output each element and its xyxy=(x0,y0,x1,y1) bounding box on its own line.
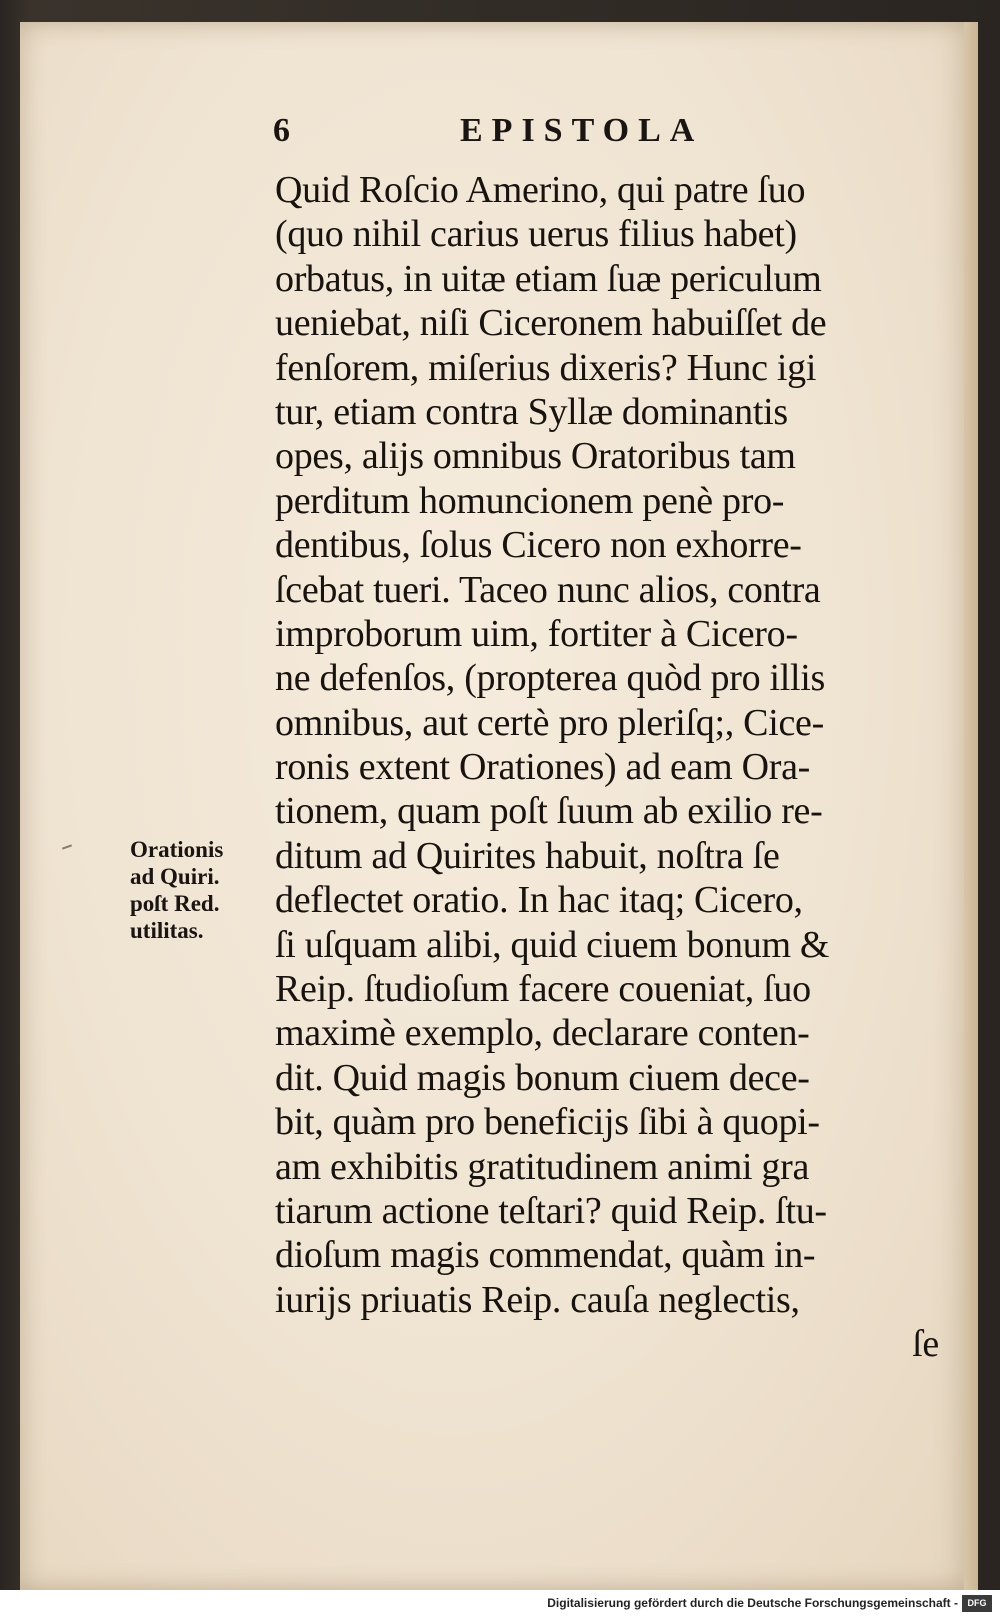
text-line: maximè exemplo, declarare conten- xyxy=(275,1012,810,1055)
text-line: tionem, quam poſt ſuum ab exilio re- xyxy=(275,790,823,833)
text-line: dit. Quid magis bonum ciuem dece- xyxy=(275,1056,810,1099)
body-text xyxy=(275,168,945,1367)
text-line: fenſorem, miſerius dixeris? Hunc igi xyxy=(275,346,817,389)
text-line: dentibus, ſolus Cicero non exhorre- xyxy=(275,524,802,567)
text-line: omnibus, aut certè pro pleriſq;, Cice- xyxy=(275,701,824,744)
text-line: am exhibitis gratitudinem animi gra xyxy=(275,1145,810,1188)
running-head xyxy=(265,112,765,162)
dfg-logo: DFG xyxy=(962,1595,992,1612)
text-line: tur, etiam contra Syllæ dominantis xyxy=(275,390,788,433)
text-line: tiarum actione teſtari? quid Reip. ſtu- xyxy=(275,1189,827,1232)
text-line: improborum uim, fortiter à Cicero- xyxy=(275,612,798,655)
text-line: bit, quàm pro beneficijs ſibi à quopi- xyxy=(275,1101,820,1144)
margin-note-line: poſt Red. xyxy=(130,891,220,916)
margin-note-line: Orationis xyxy=(130,837,224,862)
footer-bar xyxy=(0,1590,1000,1619)
text-line: opes, alijs omnibus Oratoribus tam xyxy=(275,435,796,478)
text-line: orbatus, in uitæ etiam ſuæ periculum xyxy=(275,257,822,300)
text-line: deflectet oratio. In hac itaq; Cicero, xyxy=(275,879,803,922)
funding-credit: Digitalisierung gefördert durch die Deutsche Forschungsgemeinschaft - xyxy=(547,1596,958,1610)
margin-note-line: ad Quiri. xyxy=(130,864,220,889)
text-line: ſi uſquam alibi, quid ciuem bonum & xyxy=(275,923,830,966)
text-line: ne defenſos, (propterea quòd pro illis xyxy=(275,657,825,700)
text-line: (quo nihil carius uerus filius habet) xyxy=(275,213,797,256)
text-line: ueniebat, niſi Ciceronem habuiſſet de xyxy=(275,302,827,345)
page-number: 6 xyxy=(273,112,290,149)
running-head-title: EPISTOLA xyxy=(460,112,704,149)
text-line: ditum ad Quirites habuit, noſtra ſe xyxy=(275,834,780,877)
page-edge-shadow xyxy=(964,22,978,1590)
margin-note-line: utilitas. xyxy=(130,918,204,943)
text-line: Quid Roſcio Amerino, qui patre ſuo xyxy=(275,169,806,211)
text-line: perditum homuncionem penè pro- xyxy=(275,479,785,522)
margin-note xyxy=(130,836,270,944)
text-line: ronis extent Orationes) ad eam Ora- xyxy=(275,746,811,789)
text-line: Reip. ſtudioſum facere coueniat, ſuo xyxy=(275,968,811,1011)
text-line: iurijs priuatis Reip. cauſa neglectis, xyxy=(275,1278,800,1321)
text-line: dioſum magis commendat, quàm in- xyxy=(275,1234,816,1277)
catchword: ſe xyxy=(912,1323,939,1366)
text-line: ſcebat tueri. Taceo nunc alios, contra xyxy=(275,568,821,611)
